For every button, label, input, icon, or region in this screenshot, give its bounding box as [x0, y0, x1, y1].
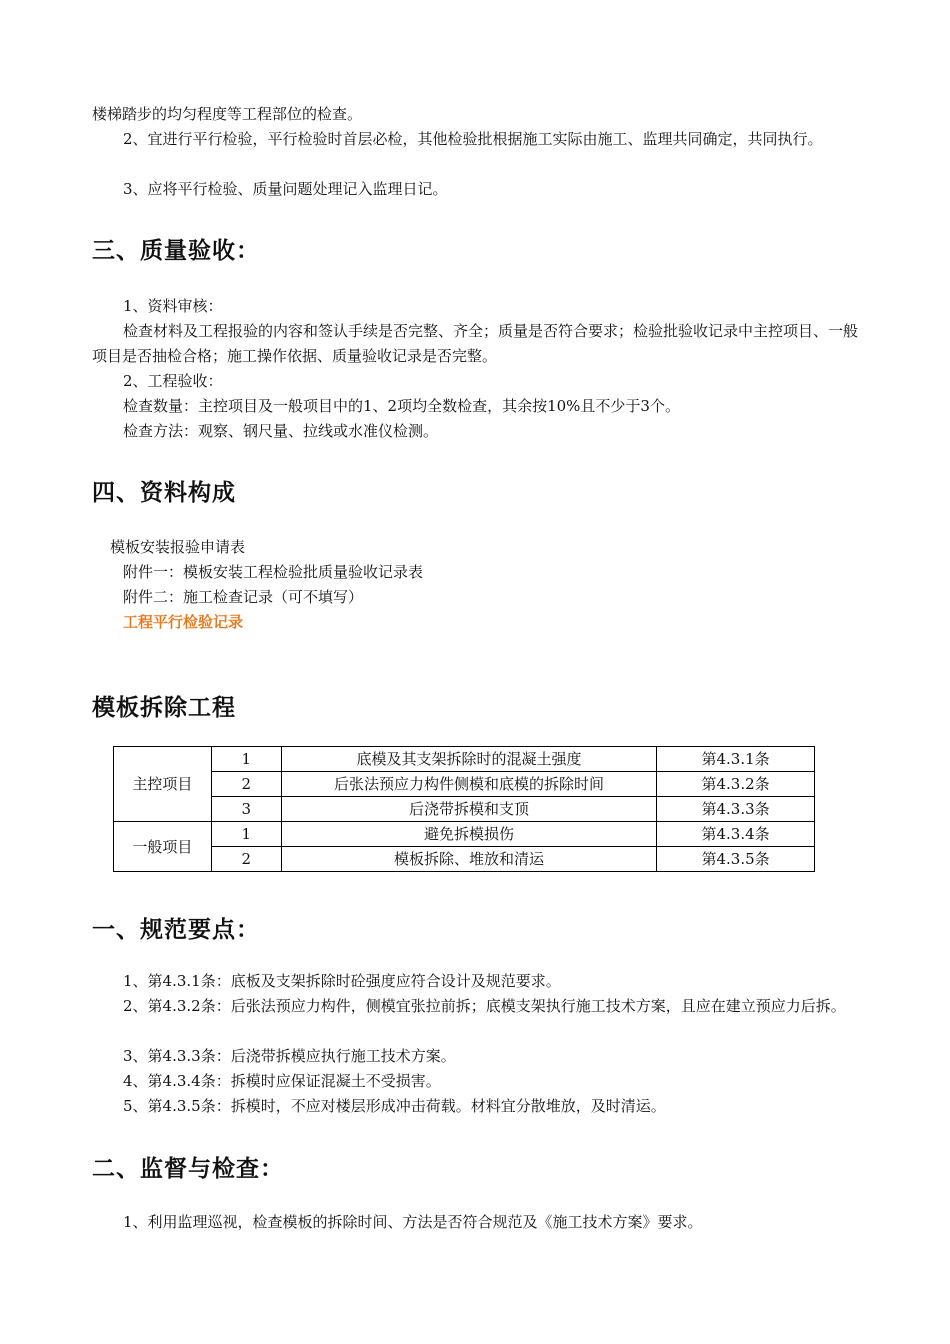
document-review-body: 检查材料及工程报验的内容和签认手续是否完整、齐全；质量是否符合要求；检验批验收记录中主控项目、一般项目是否抽检合格；施工操作依据、质量验收记录是否完整。 [92, 322, 859, 365]
row-item: 后张法预应力构件侧模和底模的拆除时间 [281, 772, 656, 797]
spec-point-3: 3、第4.3.3条：后浇带拆模应执行施工技术方案。 [123, 1047, 456, 1065]
doc-item-attachment-2: 附件二：施工检查记录（可不填写） [123, 588, 364, 606]
table-row [114, 847, 815, 872]
heading-spec-points: 一、规范要点： [92, 917, 260, 943]
paragraph-continuation: 楼梯踏步的均匀程度等工程部位的检查。 [92, 105, 363, 123]
parallel-inspection-record-link[interactable]: 工程平行检验记录 [123, 613, 244, 631]
row-clause: 第4.3.3条 [657, 797, 815, 822]
table-row [114, 797, 815, 822]
row-clause: 第4.3.1条 [657, 747, 815, 772]
spec-point-5: 5、第4.3.5条：拆模时，不应对楼层形成冲击荷载。材料宜分散堆放，及时清运。 [123, 1097, 666, 1115]
spec-point-1: 1、第4.3.1条：底板及支架拆除时砼强度应符合设计及规范要求。 [123, 972, 561, 990]
row-number: 1 [211, 822, 281, 847]
doc-item-attachment-1: 附件一：模板安装工程检验批质量验收记录表 [123, 563, 424, 581]
heading-supervision-inspection: 二、监督与检查： [92, 1156, 284, 1182]
row-item: 后浇带拆模和支顶 [281, 797, 656, 822]
heading-quality-acceptance: 三、质量验收： [92, 238, 260, 264]
group-general: 一般项目 [114, 822, 212, 872]
row-number: 3 [211, 797, 281, 822]
inspection-method: 检查方法：观察、钢尺量、拉线或水准仪检测。 [123, 422, 439, 440]
spec-point-2: 2、第4.3.2条：后张法预应力构件，侧模宜张拉前拆；底模支架执行施工技术方案，且应在建立预应力后拆。 [123, 997, 846, 1015]
inspection-item-2: 2、宜进行平行检验，平行检验时首层必检，其他检验批根据施工实际由施工、监理共同确定，共同执行。 [123, 130, 823, 148]
table-row [114, 822, 815, 847]
row-number: 2 [211, 772, 281, 797]
subheading-document-review: 1、资料审核： [123, 297, 223, 315]
row-item: 底模及其支架拆除时的混凝土强度 [281, 747, 656, 772]
inspection-item-3: 3、应将平行检验、质量问题处理记入监理日记。 [123, 180, 448, 198]
row-number: 1 [211, 747, 281, 772]
table-row [114, 772, 815, 797]
row-number: 2 [211, 847, 281, 872]
formwork-removal-table [113, 746, 815, 872]
group-main-control: 主控项目 [114, 747, 212, 822]
doc-item-application-form: 模板安装报验申请表 [110, 538, 246, 556]
row-clause: 第4.3.4条 [657, 822, 815, 847]
table-row [114, 747, 815, 772]
heading-formwork-removal: 模板拆除工程 [92, 695, 236, 721]
row-item: 模板拆除、堆放和清运 [281, 847, 656, 872]
row-clause: 第4.3.5条 [657, 847, 815, 872]
heading-document-composition: 四、资料构成 [92, 480, 236, 506]
spec-point-4: 4、第4.3.4条：拆模时应保证混凝土不受损害。 [123, 1072, 441, 1090]
doc-item-parallel-inspection-record-link[interactable] [92, 610, 862, 635]
row-clause: 第4.3.2条 [657, 772, 815, 797]
inspection-quantity: 检查数量：主控项目及一般项目中的1、2项均全数检查，其余按10%且不少于3个。 [123, 397, 680, 415]
row-item: 避免拆模损伤 [281, 822, 656, 847]
subheading-project-acceptance: 2、工程验收： [123, 372, 223, 390]
supervision-item-1: 1、利用监理巡视，检查模板的拆除时间、方法是否符合规范及《施工技术方案》要求。 [123, 1213, 703, 1231]
